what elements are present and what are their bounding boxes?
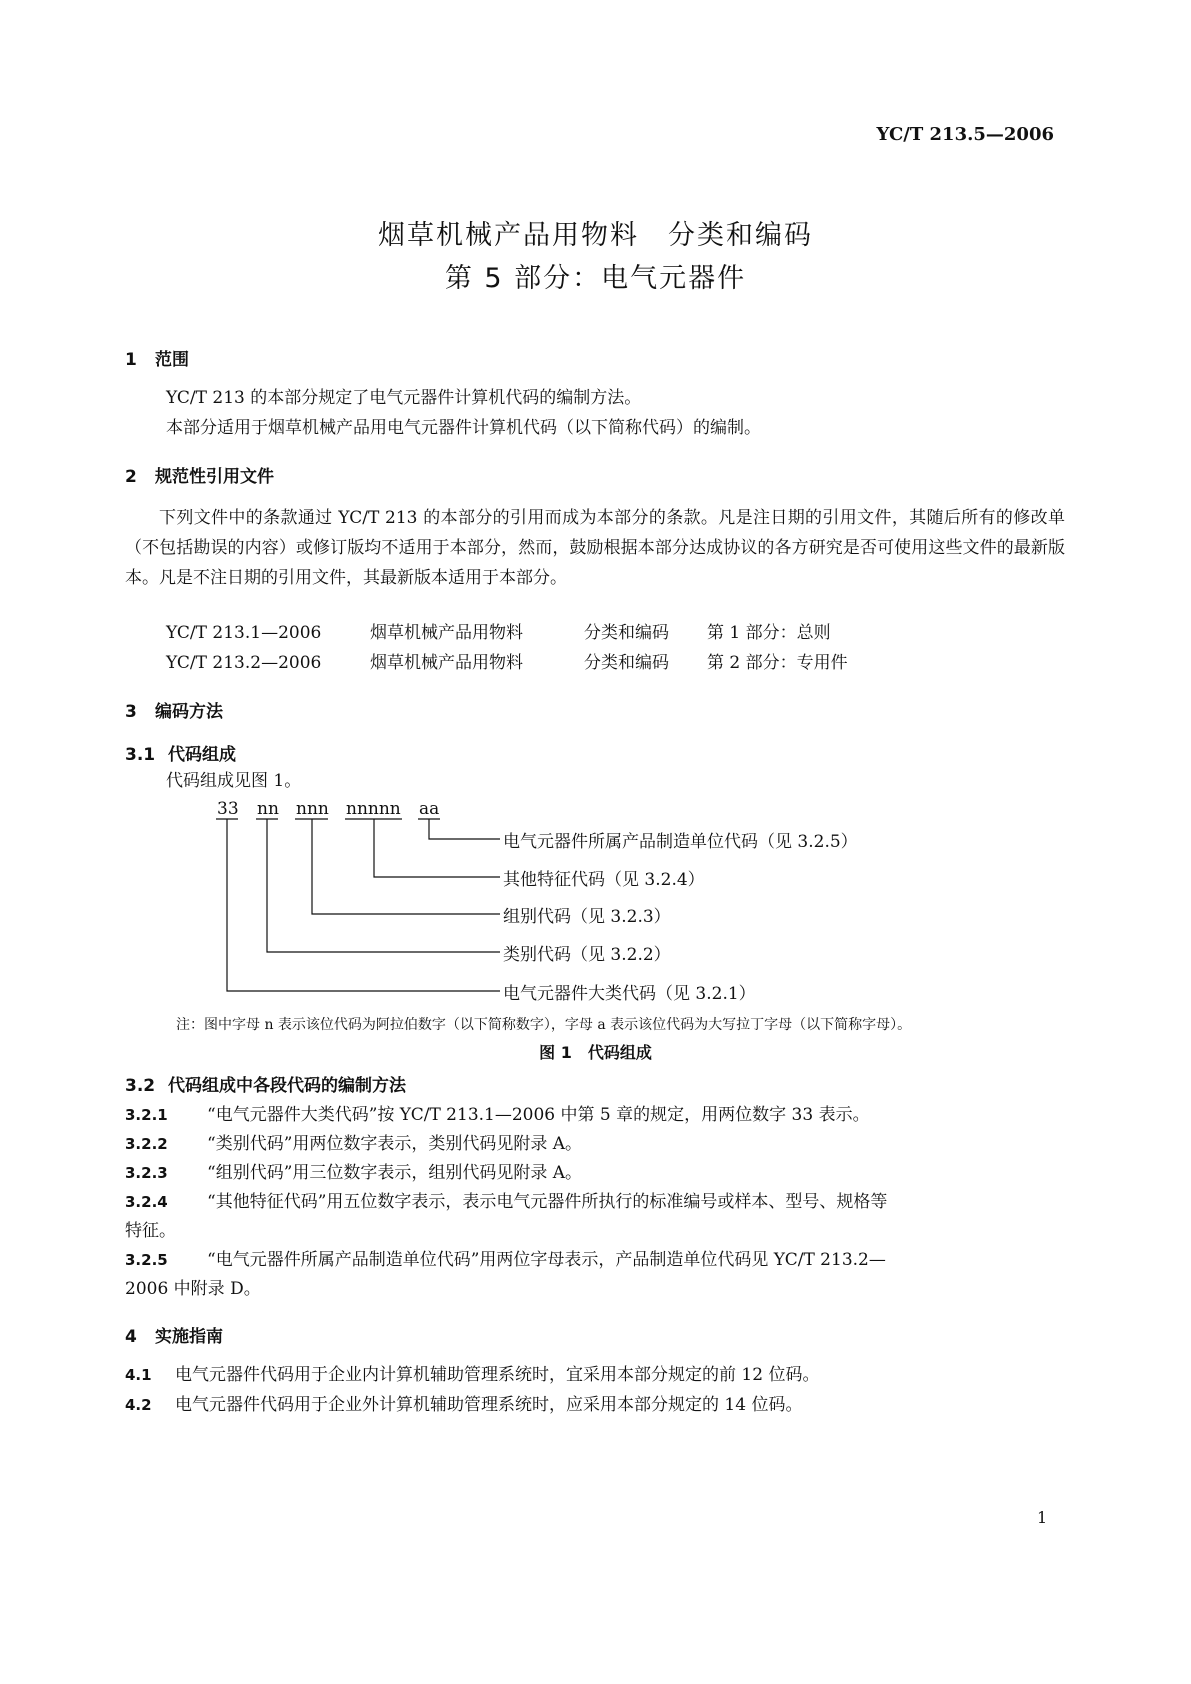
section-title: 代码组成中各段代码的编制方法: [168, 1076, 406, 1096]
code-segment-nnnnn: nnnnn: [346, 799, 401, 819]
section-number: 4: [125, 1327, 137, 1347]
reference-part: 第 2 部分：专用件: [707, 653, 848, 673]
clause-text: “其他特征代码”用五位数字表示，表示电气元器件所执行的标准编号或样本、型号、规格等: [207, 1192, 888, 1212]
section-title: 范围: [155, 350, 189, 370]
leader-aa: [429, 819, 500, 839]
clause-number: 3.2.5: [125, 1251, 168, 1269]
clause-3-2-4: [125, 1187, 887, 1212]
reference-name: 烟草机械产品用物料: [370, 653, 523, 673]
section-title: 代码组成: [168, 745, 236, 765]
section-2-paragraph: 下列文件中的条款通过 YC/T 213 的本部分的引用而成为本部分的条款。凡是注日期的引用文件，其随后所有的修改单（不包括勘误的内容）或修订版均不适用于本部分，然而，鼓励根据本部分达成协议的各方研究是否可使用这些文件的最新版本。凡是不注日期的引用文件，其最新版本适用于本部分。: [125, 508, 1065, 588]
code-segment-aa: aa: [419, 799, 440, 819]
diagram-label-category: 类别代码（见 3.2.2）: [503, 945, 671, 965]
section-4-heading: [125, 1322, 223, 1347]
leader-nnn: [312, 819, 500, 914]
clause-number: 3.2.1: [125, 1106, 168, 1124]
code-segment-33: 33: [217, 799, 239, 819]
diagram-label-manufacturer: 电气元器件所属产品制造单位代码（见 3.2.5）: [503, 832, 858, 852]
diagram-label-major-class: 电气元器件大类代码（见 3.2.1）: [503, 984, 756, 1004]
reference-part: 第 1 部分：总则: [707, 623, 831, 643]
clause-number: 3.2.3: [125, 1164, 168, 1182]
standard-number: YC/T 213.5—2006: [876, 124, 1054, 145]
diagram-label-group: 组别代码（见 3.2.3）: [503, 907, 671, 927]
section-3-2-heading: [125, 1071, 406, 1096]
clause-text: 电气元器件代码用于企业内计算机辅助管理系统时，宜采用本部分规定的前 12 位码。: [175, 1365, 820, 1385]
document-title: 烟草机械产品用物料 分类和编码: [378, 220, 813, 251]
diagram-label-feature: 其他特征代码（见 3.2.4）: [503, 870, 705, 890]
leader-33: [227, 819, 500, 991]
figure-caption: 图 1 代码组成: [539, 1043, 652, 1062]
section-title: 规范性引用文件: [155, 467, 274, 487]
clause-3-2-3: [125, 1158, 582, 1183]
clause-3-2-5-continued: 2006 中附录 D。: [125, 1279, 261, 1299]
reference-code: YC/T 213.1—2006: [166, 623, 322, 643]
clause-text: “电气元器件所属产品制造单位代码”用两位字母表示，产品制造单位代码见 YC/T 213.2—: [207, 1250, 886, 1270]
document-subtitle: 第 5 部分：电气元器件: [444, 263, 747, 294]
clause-text: 电气元器件代码用于企业外计算机辅助管理系统时，应采用本部分规定的 14 位码。: [175, 1395, 803, 1415]
clause-4-2: [125, 1390, 802, 1415]
section-1-paragraph-2: 本部分适用于烟草机械产品用电气元器件计算机代码（以下简称代码）的编制。: [166, 418, 761, 438]
section-number: 2: [125, 467, 137, 487]
reference-category: 分类和编码: [584, 623, 669, 643]
clause-3-2-2: [125, 1129, 582, 1154]
clause-3-2-1: [125, 1100, 870, 1125]
code-segment-nn: nn: [257, 799, 279, 819]
figure-note: 注：图中字母 n 表示该位代码为阿拉伯数字（以下简称数字），字母 a 表示该位代码为大写拉丁字母（以下简称字母）。: [176, 1017, 912, 1033]
clause-text: “电气元器件大类代码”按 YC/T 213.1—2006 中第 5 章的规定，用两位数字 33 表示。: [207, 1105, 870, 1125]
section-number: 3: [125, 702, 137, 722]
clause-text: “组别代码”用三位数字表示，组别代码见附录 A。: [207, 1163, 583, 1183]
section-number: 3.2: [125, 1076, 156, 1096]
clause-3-2-5: [125, 1245, 886, 1270]
leader-nnnnn: [374, 819, 500, 877]
section-title: 实施指南: [155, 1327, 223, 1347]
reference-code: YC/T 213.2—2006: [166, 653, 322, 673]
clause-4-1: [125, 1360, 819, 1385]
section-number: 3.1: [125, 745, 156, 765]
reference-category: 分类和编码: [584, 653, 669, 673]
page-number: 1: [1037, 1508, 1048, 1527]
section-number: 1: [125, 350, 137, 370]
section-1-paragraph-1: YC/T 213 的本部分规定了电气元器件计算机代码的编制方法。: [166, 388, 642, 408]
clause-number: 3.2.2: [125, 1135, 168, 1153]
reference-name: 烟草机械产品用物料: [370, 623, 523, 643]
code-segment-nnn: nnn: [296, 799, 329, 819]
clause-number: 3.2.4: [125, 1193, 168, 1211]
clause-number: 4.1: [125, 1366, 152, 1384]
clause-3-2-4-continued: 特征。: [125, 1221, 176, 1241]
clause-text: “类别代码”用两位数字表示，类别代码见附录 A。: [207, 1134, 583, 1154]
clause-number: 4.2: [125, 1396, 152, 1414]
section-title: 编码方法: [155, 702, 223, 722]
section-3-1-text: 代码组成见图 1。: [166, 771, 302, 791]
